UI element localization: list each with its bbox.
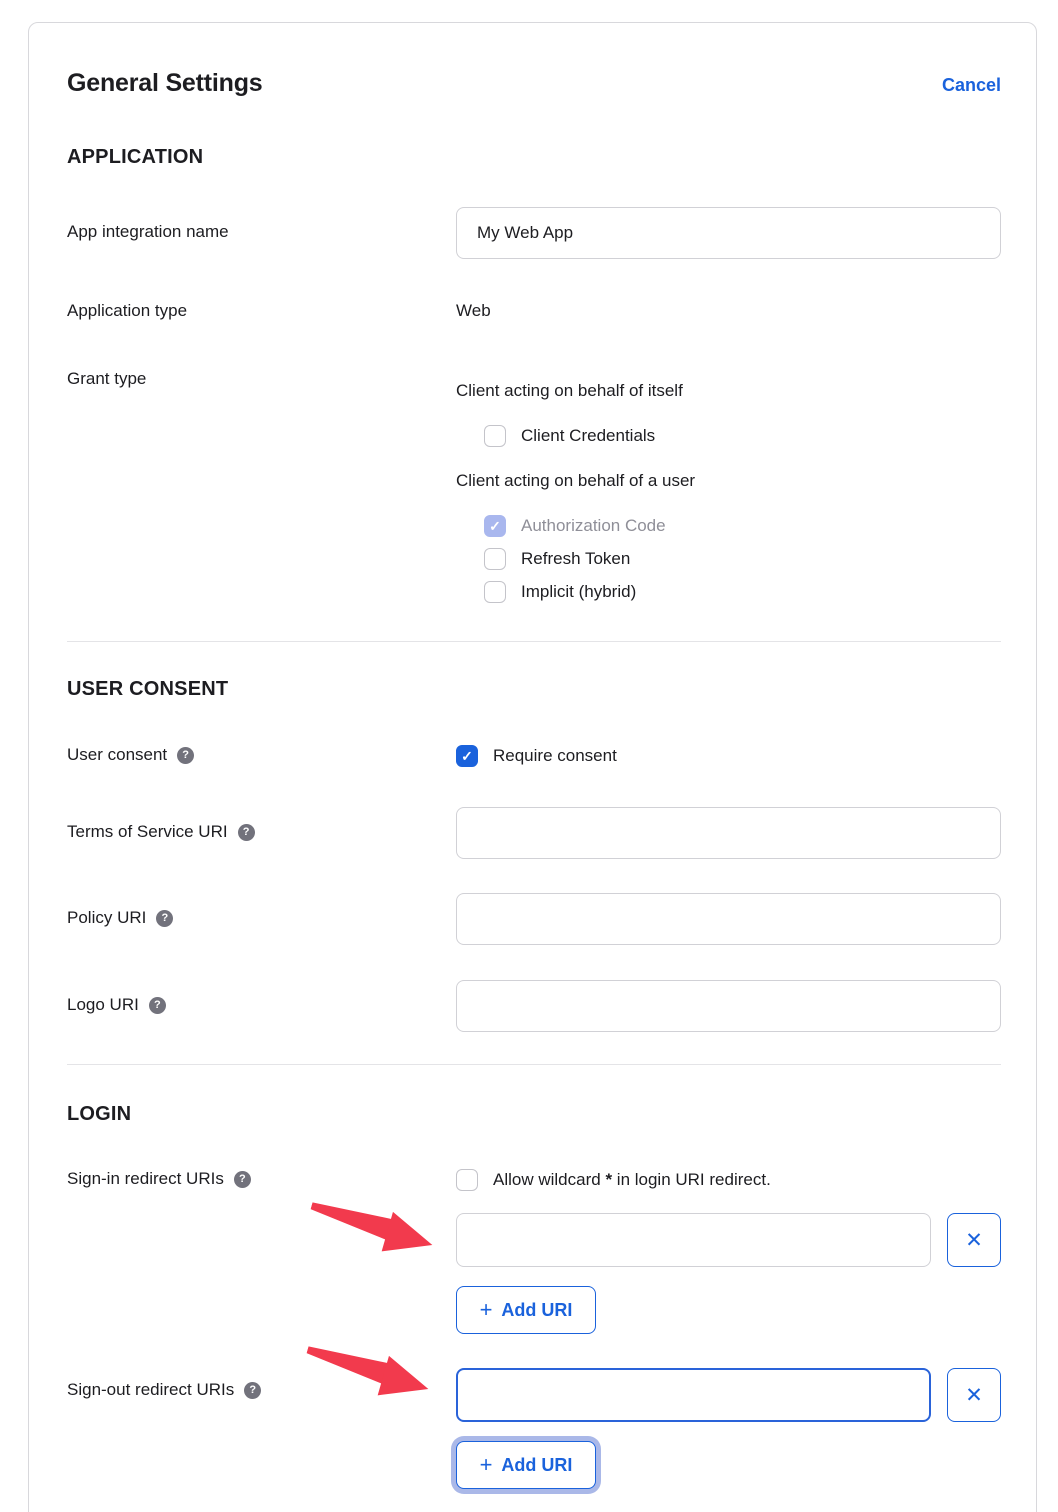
refresh-token-checkbox[interactable] (484, 548, 506, 570)
policy-uri-input[interactable] (456, 893, 1001, 945)
allow-wildcard-checkbox[interactable] (456, 1169, 478, 1191)
add-signin-uri-button[interactable] (456, 1286, 596, 1334)
section-title-application: APPLICATION (67, 146, 204, 168)
app-name-row (67, 207, 1001, 259)
grant-group-heading-user: Client acting on behalf of a user (456, 471, 696, 490)
option-label: Client Credentials (521, 426, 656, 445)
grant-option-refresh-token (484, 548, 1001, 570)
add-uri-label: Add URI (501, 1299, 573, 1320)
add-uri-label: Add URI (501, 1454, 573, 1475)
option-label: Implicit (hybrid) (521, 582, 637, 601)
authorization-code-checkbox (484, 515, 506, 537)
implicit-hybrid-checkbox[interactable] (484, 581, 506, 603)
app-type-value: Web (456, 301, 491, 320)
remove-signout-uri-button[interactable] (947, 1368, 1001, 1422)
help-icon[interactable]: ? (234, 1171, 251, 1188)
help-icon[interactable]: ? (177, 747, 194, 764)
signout-redirect-label: Sign-out redirect URIs (67, 1380, 235, 1399)
app-name-label: App integration name (67, 222, 229, 241)
tos-uri-input[interactable] (456, 807, 1001, 859)
help-icon[interactable]: ? (244, 1382, 261, 1399)
signout-uri-row (456, 1368, 1001, 1422)
check-icon: ✓ (489, 518, 501, 534)
grant-option-client-credentials (484, 425, 1001, 447)
signin-redirect-row (67, 1169, 1001, 1334)
plus-icon: + (479, 1452, 493, 1477)
remove-signin-uri-button[interactable] (947, 1213, 1001, 1267)
option-label: Refresh Token (521, 549, 631, 568)
app-name-input[interactable] (456, 207, 1001, 259)
grant-group-heading-itself: Client acting on behalf of itself (456, 381, 683, 400)
client-credentials-checkbox[interactable] (484, 425, 506, 447)
policy-uri-label: Policy URI (67, 908, 147, 927)
grant-option-implicit-hybrid (484, 581, 1001, 603)
option-label: Authorization Code (521, 516, 666, 535)
logo-uri-label: Logo URI (67, 995, 139, 1014)
option-label: Require consent (493, 746, 617, 765)
app-type-label: Application type (67, 301, 188, 320)
general-settings-card (28, 22, 1037, 1512)
wildcard-label: Allow wildcard * in login URI redirect. (493, 1170, 771, 1189)
app-type-row (67, 301, 1001, 321)
check-icon: ✓ (461, 748, 473, 764)
tos-uri-label: Terms of Service URI (67, 822, 228, 841)
page-title: General Settings (67, 69, 263, 97)
require-consent-checkbox[interactable] (456, 745, 478, 767)
user-consent-row (67, 745, 1001, 767)
require-consent-option (456, 745, 1001, 767)
cancel-button[interactable]: Cancel (941, 75, 1001, 95)
tos-uri-row (67, 807, 1001, 859)
plus-icon: + (479, 1297, 493, 1322)
logo-uri-row (67, 980, 1001, 1032)
divider (67, 641, 1001, 642)
signout-redirect-row (67, 1368, 1001, 1489)
signin-redirect-label: Sign-in redirect URIs (67, 1169, 224, 1188)
help-icon[interactable]: ? (156, 910, 173, 927)
grant-option-authorization-code (484, 515, 1001, 537)
logo-uri-input[interactable] (456, 980, 1001, 1032)
signout-uri-input[interactable] (456, 1368, 931, 1422)
header (67, 69, 1001, 98)
grant-type-label: Grant type (67, 369, 147, 388)
signin-uri-row (456, 1213, 1001, 1267)
user-consent-label: User consent (67, 745, 168, 764)
divider (67, 1064, 1001, 1065)
signin-uri-input[interactable] (456, 1213, 931, 1267)
close-icon: ✕ (965, 1383, 983, 1407)
grant-type-row (67, 369, 1001, 603)
help-icon[interactable]: ? (149, 997, 166, 1014)
add-signout-uri-button[interactable] (456, 1441, 596, 1489)
close-icon: ✕ (965, 1228, 983, 1252)
section-title-login: LOGIN (67, 1103, 132, 1125)
section-title-user-consent: USER CONSENT (67, 678, 229, 700)
help-icon[interactable]: ? (238, 824, 255, 841)
wildcard-option (456, 1169, 1001, 1191)
policy-uri-row (67, 893, 1001, 945)
